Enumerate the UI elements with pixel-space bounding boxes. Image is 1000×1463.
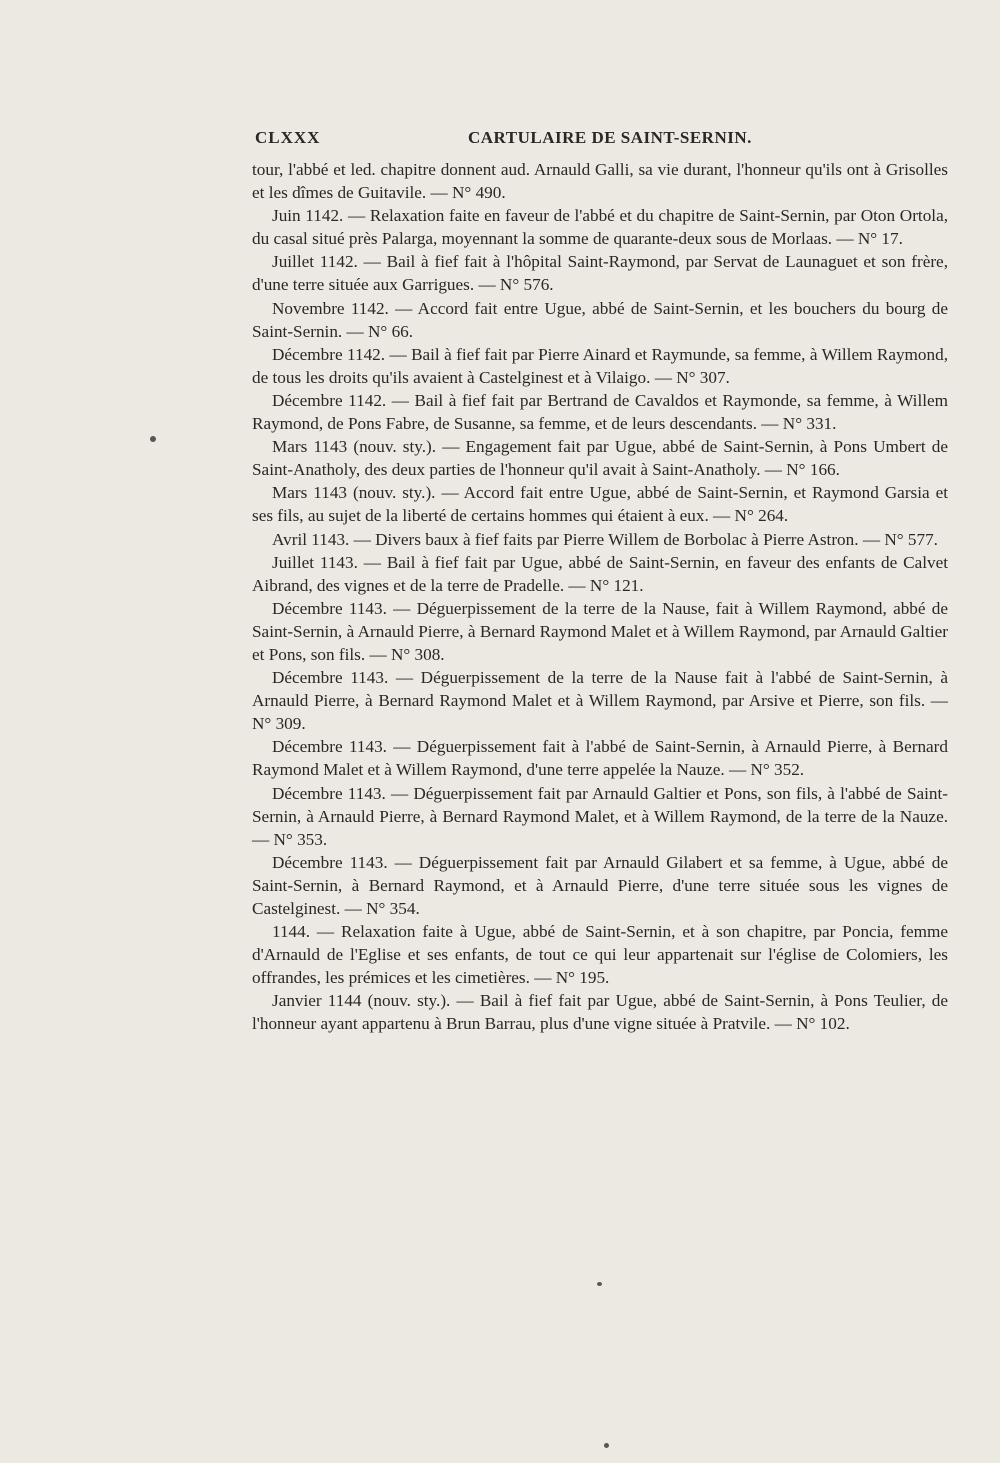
entry-paragraph: Janvier 1144 (nouv. sty.). — Bail à fief fait par Ugue, abbé de Saint-Sernin, à Pons Teulier, de l'honneur ayant appartenu à Brun Barrau, plus d'une vigne située à Pratvile. — N° 102. (252, 991, 948, 1034)
entry-paragraph: 1144. — Relaxation faite à Ugue, abbé de Saint-Sernin, et à son chapitre, par Poncia, femme d'Arnauld de l'Eglise et ses enfants, de tout ce qui leur appartenait sur l'église de Colomiers, les offrandes, les prémices et les cimetières. — N° 195. (252, 922, 948, 988)
ink-speck (150, 436, 156, 442)
entry-paragraph: Juillet 1143. — Bail à fief fait par Ugue, abbé de Saint-Sernin, en faveur des enfants de Calvet Aibrand, des vignes et de la terre de Pradelle. — N° 121. (252, 552, 948, 595)
entry-paragraph: Décembre 1143. — Déguerpissement de la terre de la Nause fait à l'abbé de Saint-Sernin, à Arnauld Pierre, à Bernard Raymond Malet et à Willem Raymond, par Arsive et Pierre, son fils. — N° 309. (252, 668, 948, 734)
entry-paragraph: Juin 1142. — Relaxation faite en faveur de l'abbé et du chapitre de Saint-Sernin, par Oton Ortola, du casal situé près Palarga, moyennant la somme de quarante-deux sous de Morlaas. — N° 17. (252, 206, 948, 249)
entry-paragraph: Juillet 1142. — Bail à fief fait à l'hôpital Saint-Raymond, par Servat de Launaguet et son frère, d'une terre située aux Garrigues. — N° 576. (252, 252, 948, 295)
page-number: CLXXX (255, 128, 321, 147)
entry-paragraph: Décembre 1143. — Déguerpissement fait par Arnauld Gilabert et sa femme, à Ugue, abbé de Saint-Sernin, à Bernard Raymond, et à Arnauld Pierre, d'une terre située sous les vignes de Castelginest. — N° 354. (252, 852, 948, 918)
entry-paragraph: Décembre 1142. — Bail à fief fait par Bertrand de Cavaldos et Raymonde, sa femme, à Willem Raymond, de Pons Fabre, de Susanne, sa femme, et de leurs descendants. — N° 331. (252, 390, 948, 434)
text-body (252, 158, 948, 1036)
page-header (255, 128, 975, 152)
entry-paragraph: Novembre 1142. — Accord fait entre Ugue, abbé de Saint-Sernin, et les bouchers du bourg de Saint-Sernin. — N° 66. (252, 298, 948, 341)
entry-paragraph: Avril 1143. — Divers baux à fief faits par Pierre Willem de Borbolac à Pierre Astron. — N° 577. (272, 529, 938, 549)
entry-paragraph: tour, l'abbé et led. chapitre donnent aud. Arnauld Galli, sa vie durant, l'honneur qu'ils ont à Grisolles et les dîmes de Guitavile. — N° 490. (252, 160, 948, 203)
entry-paragraph: Mars 1143 (nouv. sty.). — Accord fait entre Ugue, abbé de Saint-Sernin, et Raymond Garsia et ses fils, au sujet de la liberté de certains hommes qui étaient à eux. — N° 264. (252, 483, 948, 526)
entry-paragraph: Mars 1143 (nouv. sty.). — Engagement fait par Ugue, abbé de Saint-Sernin, à Pons Umbert de Saint-Anatholy, des deux parties de l'honneur qu'il avait à Saint-Anatholy. — N° 166. (252, 437, 948, 480)
entry-paragraph: Décembre 1143. — Déguerpissement de la terre de la Nause, fait à Willem Raymond, abbé de Saint-Sernin, à Arnauld Pierre, à Bernard Raymond Malet et à Willem Raymond, par Arnauld Galtier et Pons, son fils. — N° 308. (252, 598, 948, 664)
entry-paragraph: Décembre 1143. — Déguerpissement fait par Arnauld Galtier et Pons, son fils, à l'abbé de Saint-Sernin, à Arnauld Pierre, à Bernard Raymond Malet, et à Willem Raymond, de la terre de la Nauze. — N° 353. (252, 783, 948, 849)
running-title: CARTULAIRE DE SAINT-SERNIN. (468, 128, 752, 147)
ink-speck (604, 1443, 609, 1448)
entry-paragraph: Décembre 1143. — Déguerpissement fait à l'abbé de Saint-Sernin, à Arnauld Pierre, à Bernard Raymond Malet et à Willem Raymond, d'une terre appelée la Nauze. — N° 352. (252, 737, 948, 780)
entry-paragraph: Décembre 1142. — Bail à fief fait par Pierre Ainard et Raymunde, sa femme, à Willem Raymond, de tous les droits qu'ils avaient à Castelginest et à Vilaigo. — N° 307. (252, 344, 948, 387)
ink-speck (597, 1282, 602, 1286)
